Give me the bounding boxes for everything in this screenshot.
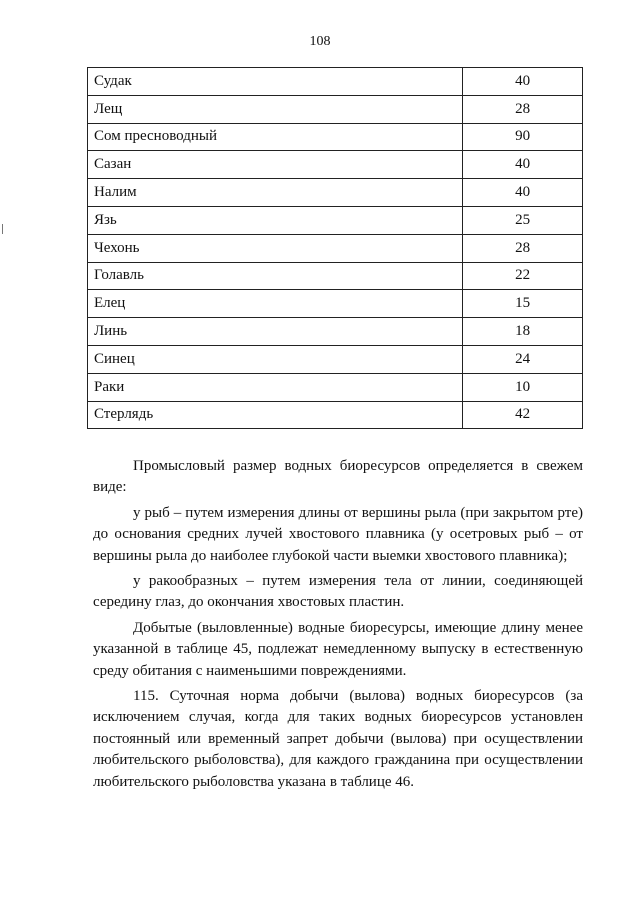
fish-size-table [87,67,583,429]
size-value-cell: 24 [463,345,583,373]
size-value-cell: 22 [463,262,583,290]
species-name-cell: Налим [88,179,463,207]
paragraph-daily-norm: 115. Суточная норма добычи (вылова) водных биоресурсов (за исключением случая, когда для таких водных биоресурсов установлен постоянный или временный запрет добычи (вылова) при осуществлении любительского рыболовства), для каждого гражданина при осуществлении любительского рыболовства указана в таблице 46. [93,688,583,790]
table-row [88,123,583,151]
paragraph-crustacean-measure: у ракообразных – путем измерения тела от линии, соединяющей середину глаз, до окончания хвостовых пластин. [93,573,583,611]
species-name-cell: Линь [88,318,463,346]
table-row [88,95,583,123]
species-name-cell: Чехонь [88,234,463,262]
size-value-cell: 10 [463,373,583,401]
size-value-cell: 40 [463,179,583,207]
margin-mark [2,224,3,234]
size-value-cell: 28 [463,234,583,262]
size-value-cell: 90 [463,123,583,151]
table-row [88,179,583,207]
size-value-cell: 25 [463,206,583,234]
size-value-cell: 40 [463,151,583,179]
species-name-cell: Сазан [88,151,463,179]
table-row [88,262,583,290]
table-row [88,151,583,179]
table-row [88,373,583,401]
species-name-cell: Елец [88,290,463,318]
body-text [93,456,583,797]
size-value-cell: 28 [463,95,583,123]
species-name-cell: Раки [88,373,463,401]
table-row [88,234,583,262]
table-row [88,318,583,346]
table-row [88,401,583,429]
species-name-cell: Судак [88,68,463,96]
size-value-cell: 18 [463,318,583,346]
size-value-cell: 15 [463,290,583,318]
paragraph-fish-measure: у рыб – путем измерения длины от вершины рыла (при закрытом рте) до основания средних лучей хвостового плавника (у осетровых рыб – от вершины рыла до наиболее глубокой части выемки хвостового плавника); [93,504,583,564]
size-value-cell: 40 [463,68,583,96]
species-name-cell: Синец [88,345,463,373]
size-value-cell: 42 [463,401,583,429]
fish-size-table-body [88,68,583,429]
species-name-cell: Сом пресноводный [88,123,463,151]
page-number: 108 [309,34,331,49]
table-row [88,290,583,318]
table-row [88,206,583,234]
species-name-cell: Язь [88,206,463,234]
species-name-cell: Голавль [88,262,463,290]
table-row [88,345,583,373]
species-name-cell: Стерлядь [88,401,463,429]
paragraph-definition: Промысловый размер водных биоресурсов определяется в свежем виде: [93,458,583,496]
table-row [88,68,583,96]
paragraph-release-rule: Добытые (выловленные) водные биоресурсы, имеющие длину менее указанной в таблице 45, подлежат немедленному выпуску в естественную среду обитания с наименьшими повреждениями. [93,619,583,679]
species-name-cell: Лещ [88,95,463,123]
